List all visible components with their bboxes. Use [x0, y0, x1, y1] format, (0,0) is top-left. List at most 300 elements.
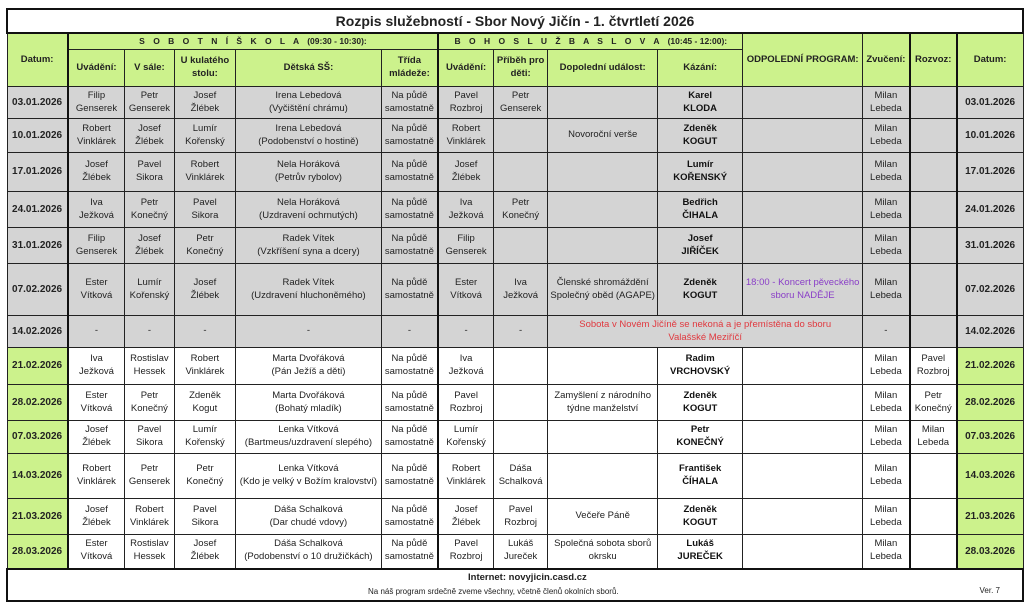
cell-line: Jureček [503, 551, 538, 563]
cell-line: Kogut [192, 402, 218, 414]
cell-line: Petr [511, 89, 530, 101]
ss-intro-cell [68, 421, 125, 454]
date-right-cell: 07.03.2026 [957, 421, 1023, 454]
youth-cell [381, 316, 438, 348]
cell-line: Vinklárek [185, 172, 225, 183]
morning-event-cell [548, 535, 658, 569]
youth-cell [381, 421, 438, 454]
cell-line: Novoroční verše [568, 129, 638, 141]
cell-line: Pavel [137, 159, 162, 171]
cell-line: Lebeda [870, 516, 902, 528]
date-cell: 28.02.2026 [7, 385, 68, 421]
ss-intro-cell [68, 348, 125, 385]
hall-cell [125, 348, 174, 385]
youth-cell [381, 192, 438, 228]
cell-line: Na půdě [391, 353, 428, 365]
cell-line: Rozbroj [504, 516, 537, 528]
cell-line: Lukáš [507, 538, 534, 550]
sermon-cell [657, 192, 742, 228]
cell-line: Josef [85, 503, 108, 515]
youth-cell [381, 385, 438, 421]
cell-line: Na půdě [391, 463, 428, 475]
cell-line: Vítková [80, 551, 113, 563]
kids-ss-cell [236, 421, 381, 454]
round-table-cell [174, 192, 236, 228]
svc-intro-cell [438, 119, 493, 153]
youth-cell [381, 348, 438, 385]
cell-line: - [464, 325, 468, 337]
cell-line: Členské shromáždění [556, 276, 649, 288]
morning-event-cell [548, 192, 658, 228]
group-service-time: (10:45 - 12:00): [667, 35, 728, 46]
svc-intro-cell [438, 385, 493, 421]
cell-line: VRCHOVSKÝ [670, 366, 731, 377]
sermon-cell [657, 499, 742, 535]
cell-line: Konečný [914, 402, 952, 414]
cell-line: Genserek [500, 102, 542, 114]
svc-intro-cell [438, 87, 493, 119]
cell-line: Iva [514, 276, 527, 288]
story-cell [493, 264, 548, 316]
delivery-cell [910, 87, 957, 119]
cell-line: Rozbroj [449, 402, 483, 414]
cell-line: samostatně [384, 172, 434, 183]
cell-line: Robert [190, 159, 220, 171]
cell-line: Ježková [79, 209, 114, 221]
cell-line: KOGUT [682, 402, 718, 414]
cell-line: Lumír [137, 276, 162, 288]
cell-line: Marta Dvořáková [272, 353, 345, 365]
table-row [7, 499, 1023, 535]
hall-cell [125, 264, 174, 316]
cell-line: samostatně [384, 209, 434, 221]
afternoon-cell [743, 153, 863, 192]
date-right-cell: 10.01.2026 [957, 119, 1023, 153]
cell-line: Iva [90, 353, 103, 365]
sound-cell [863, 228, 910, 264]
group-sabbath-school [68, 33, 439, 50]
cell-line: Pavel [193, 196, 217, 208]
cell-line: (Dar chudé vdovy) [269, 516, 348, 528]
sermon-cell [657, 535, 742, 569]
date-cell: 31.01.2026 [7, 228, 68, 264]
cell-line: Pavel [454, 538, 478, 550]
cell-line: samostatně [384, 551, 434, 563]
ss-intro-cell [68, 87, 125, 119]
cell-line: Radim [685, 353, 715, 365]
story-cell [493, 316, 548, 348]
date-right-cell: 28.02.2026 [957, 385, 1023, 421]
afternoon-cell [743, 119, 863, 153]
cell-line: Petr [924, 389, 942, 401]
cell-line: Večeře Páně [575, 510, 630, 522]
cell-line: Společný oběd (AGAPE) [550, 289, 655, 301]
cell-line: Petr [140, 196, 159, 208]
afternoon-cell [743, 348, 863, 385]
ss-intro-cell [68, 192, 125, 228]
afternoon-cell [743, 192, 863, 228]
kids-ss-cell [236, 87, 381, 119]
cell-line: Na půdě [391, 389, 428, 401]
date-cell: 14.02.2026 [7, 316, 68, 348]
cell-line: (Kdo je velký v Božím kralovství) [239, 476, 378, 487]
cell-line: Robert [82, 122, 111, 134]
cell-line: Lebeda [870, 402, 902, 414]
cell-line: Genserek [128, 476, 171, 487]
sermon-cell [657, 153, 742, 192]
cell-line: Na půdě [391, 122, 428, 134]
round-table-cell [174, 499, 236, 535]
sermon-cell [657, 87, 742, 119]
cell-line: Petr [140, 463, 159, 475]
cell-line: Pavel [454, 89, 478, 101]
cell-line: Sikora [191, 516, 219, 528]
youth-cell [381, 264, 438, 316]
header-date: Datum: [7, 33, 68, 87]
ss-intro-cell [68, 119, 125, 153]
cell-line: ČÍHALA [682, 476, 719, 487]
kids-ss-cell [236, 348, 381, 385]
cell-line: Rostislav [130, 353, 169, 365]
table-row [7, 454, 1023, 499]
cell-line: Pavel [508, 503, 533, 515]
ss-intro-cell [68, 153, 125, 192]
kids-ss-cell [236, 385, 381, 421]
story-cell [493, 454, 548, 499]
header-date-right: Datum: [957, 33, 1023, 87]
hall-cell [125, 316, 174, 348]
cell-line: Vinklárek [446, 476, 486, 487]
afternoon-cell [743, 454, 863, 499]
afternoon-cell [743, 228, 863, 264]
footer [7, 569, 1023, 601]
header-kids-ss: Dětská SŠ: [236, 50, 381, 87]
svc-intro-cell [438, 454, 493, 499]
kids-ss-cell [236, 499, 381, 535]
cell-line: Milan [874, 276, 898, 288]
cell-line: Dáša Schalková [274, 503, 343, 515]
date-cell: 07.02.2026 [7, 264, 68, 316]
cell-line: Sikora [191, 209, 219, 221]
round-table-cell [174, 535, 236, 569]
header-ss-intro: Uvádění: [68, 50, 125, 87]
cell-line: Schalková [498, 476, 543, 487]
delivery-cell [910, 192, 957, 228]
cell-line: - [147, 325, 151, 337]
svc-intro-cell [438, 499, 493, 535]
kids-ss-cell [236, 264, 381, 316]
date-right-cell: 21.03.2026 [957, 499, 1023, 535]
group-service [438, 33, 743, 50]
cell-line: (Podobenství o 10 družičkách) [244, 551, 373, 563]
cell-line: Josef [454, 159, 478, 171]
youth-cell [381, 87, 438, 119]
sermon-cell [657, 228, 742, 264]
cell-line: Žlébek [82, 172, 111, 183]
header-round-table [174, 50, 236, 87]
cell-line: Iva [459, 353, 473, 365]
story-cell [493, 535, 548, 569]
cell-line: Milan [874, 159, 898, 171]
date-cell: 14.03.2026 [7, 454, 68, 499]
sermon-cell [657, 264, 742, 316]
cell-line: Lebeda [870, 437, 902, 448]
header-svc-intro: Uvádění: [438, 50, 493, 87]
hall-cell [125, 87, 174, 119]
delivery-cell [910, 316, 957, 348]
cell-line: KLODA [683, 102, 718, 114]
cell-line: Milan [874, 424, 898, 436]
round-table-cell [174, 228, 236, 264]
header-delivery: Rozvoz: [910, 33, 957, 87]
morning-event-cell [548, 87, 658, 119]
morning-event-cell [548, 119, 658, 153]
table-row [7, 192, 1023, 228]
header-youth [381, 50, 438, 87]
cell-line: (Vzkříšení syna a dcery) [257, 245, 360, 257]
cell-line: samostatně [384, 476, 434, 487]
cell-line: - [94, 325, 99, 337]
cell-line: Milan [874, 503, 898, 515]
delivery-cell [910, 264, 957, 316]
cell-line: Lebeda [917, 437, 950, 448]
hall-cell [125, 192, 174, 228]
sound-cell [863, 348, 910, 385]
cell-line: samostatně [384, 402, 434, 414]
kids-ss-cell [236, 119, 381, 153]
date-right-cell: 14.03.2026 [957, 454, 1023, 499]
round-table-cell [174, 153, 236, 192]
cell-line: Zdeněk [189, 389, 221, 401]
cell-line: Pavel [193, 503, 217, 515]
cell-line: Kořenský [185, 437, 225, 448]
cell-line: Konečný [502, 209, 540, 221]
hall-cell [125, 535, 174, 569]
table-row [7, 421, 1023, 454]
cell-line: Zdeněk [683, 122, 717, 134]
date-cell: 10.01.2026 [7, 119, 68, 153]
date-right-cell: 28.03.2026 [957, 535, 1023, 569]
cell-line: Genserek [75, 245, 118, 257]
cell-line: Kořenský [185, 135, 225, 147]
cell-line: Karel [688, 89, 713, 101]
morning-event-cell [548, 264, 658, 316]
table-row [7, 535, 1023, 569]
cell-line: Ježková [503, 289, 539, 301]
sound-cell [863, 499, 910, 535]
ss-intro-cell [68, 499, 125, 535]
afternoon-cell [743, 499, 863, 535]
cell-line: (Uzdravení ochrnutých) [259, 209, 358, 221]
date-cell: 07.03.2026 [7, 421, 68, 454]
cell-line: Žlébek [190, 289, 220, 301]
youth-cell [381, 535, 438, 569]
cell-line: Milan [874, 389, 898, 401]
cell-line: Konečný [130, 209, 168, 221]
hall-cell [125, 228, 174, 264]
schedule-table [6, 8, 1024, 602]
date-cell: 17.01.2026 [7, 153, 68, 192]
cell-line: Rostislav [130, 538, 169, 550]
group-sabbath-school-label: S O B O T N Í Š K O L A [139, 35, 302, 46]
cell-line: Josef [138, 122, 161, 134]
cell-line: Pavel [454, 389, 478, 401]
cell-line: Žlébek [190, 551, 220, 563]
cell-line: Ježková [448, 366, 484, 377]
cell-line: Rozbroj [916, 366, 950, 377]
round-table-cell [174, 385, 236, 421]
header-story [493, 50, 548, 87]
story-cell [493, 153, 548, 192]
cell-line: Josef [138, 232, 161, 244]
cell-line: Na půdě [391, 159, 428, 171]
morning-event-cell [548, 228, 658, 264]
cell-line: Hessek [133, 551, 166, 563]
cell-line: Genserek [445, 245, 487, 257]
cell-line: Žlébek [451, 172, 481, 183]
story-cell [493, 87, 548, 119]
cell-line: (Bartmeus/uzdravení slepého) [244, 437, 373, 448]
cell-line: Petr [196, 232, 214, 244]
kids-ss-cell [236, 192, 381, 228]
cell-line: Milan [921, 424, 945, 436]
cell-line: Vítková [80, 402, 113, 414]
cell-line: KOGUT [682, 516, 718, 528]
cell-line: Lebeda [870, 135, 902, 147]
cell-line: Vinklárek [185, 366, 225, 377]
table-row [7, 87, 1023, 119]
cell-line: Žlébek [135, 245, 164, 257]
story-cell [493, 348, 548, 385]
cell-line: Žlébek [190, 102, 220, 114]
page-title: Rozpis služebností - Sbor Nový Jičín - 1. čtvrtletí 2026 [7, 9, 1023, 33]
round-table-cell [174, 348, 236, 385]
cell-line: Radek Vítek [282, 232, 335, 244]
kids-ss-cell [236, 228, 381, 264]
sound-cell [863, 535, 910, 569]
delivery-cell [910, 228, 957, 264]
cell-line: Hessek [133, 366, 166, 377]
cell-line: Genserek [128, 102, 171, 114]
svc-intro-cell [438, 348, 493, 385]
ss-intro-cell [68, 385, 125, 421]
round-table-cell [174, 264, 236, 316]
cell-line: Zamyšlení z národního [554, 389, 651, 401]
cell-line: Iva [459, 196, 473, 208]
cell-line: (Petrův rybolov) [274, 172, 342, 183]
cell-line: Na půdě [391, 503, 428, 515]
cell-line: Žlébek [82, 437, 111, 448]
cell-line: Ester [85, 538, 108, 550]
cell-line: samostatně [384, 437, 434, 448]
cell-line: KOŘENSKÝ [673, 172, 728, 183]
cell-line: Irena Lebedová [275, 89, 342, 101]
cell-line: Josef [193, 276, 217, 288]
cell-line: Filip [457, 232, 475, 244]
cell-line: KONEČNÝ [676, 437, 724, 448]
youth-cell [381, 228, 438, 264]
cell-line: Dáša [509, 463, 532, 475]
hall-cell [125, 119, 174, 153]
cell-line: JUREČEK [677, 551, 723, 563]
cell-line: (Uzdravení hluchoněmého) [251, 289, 366, 301]
sound-cell [863, 264, 910, 316]
header-round-table-line2: stolu: [191, 68, 218, 79]
story-cell [493, 421, 548, 454]
cell-line: Pavel [921, 353, 946, 365]
date-right-cell: 31.01.2026 [957, 228, 1023, 264]
cell-line: Josef [85, 159, 108, 171]
cell-line: Lumír [192, 122, 218, 134]
cell-line: KOGUT [682, 135, 718, 147]
cell-line: Filip [87, 89, 106, 101]
cell-line: Vinklárek [129, 516, 169, 528]
cell-line: Milan [874, 232, 898, 244]
cell-line: samostatně [384, 366, 434, 377]
afternoon-cell [743, 421, 863, 454]
cell-line: Lebeda [870, 172, 902, 183]
morning-event-cell [548, 454, 658, 499]
cell-line: (Bohatý mladík) [275, 402, 342, 414]
cell-line: Lebeda [870, 551, 902, 563]
delivery-cell [910, 499, 957, 535]
date-right-cell: 24.01.2026 [957, 192, 1023, 228]
cell-line: okrsku [588, 551, 617, 563]
delivery-cell [910, 421, 957, 454]
cell-line: Josef [454, 503, 478, 515]
sermon-cell [657, 119, 742, 153]
cell-line: Milan [874, 89, 898, 101]
cell-line: - [407, 325, 411, 337]
cell-line: Marta Dvořáková [272, 389, 345, 401]
cell-line: Ježková [79, 366, 114, 377]
cell-line: Robert [82, 463, 111, 475]
cell-line: Lumír [686, 159, 714, 171]
sound-cell [863, 192, 910, 228]
cell-line: Ester [454, 276, 478, 288]
table-row [7, 264, 1023, 316]
svc-intro-cell [438, 153, 493, 192]
cell-line: Zdeněk [683, 389, 717, 401]
afternoon-cell [743, 264, 863, 316]
header-round-table-line1: U kulatého [180, 55, 230, 67]
date-right-cell: 14.02.2026 [957, 316, 1023, 348]
round-table-cell [174, 421, 236, 454]
cell-line: Zdeněk [683, 276, 717, 288]
sermon-cell [657, 421, 742, 454]
cell-line: Lumír [453, 424, 479, 436]
header-sound: Zvučení: [863, 33, 910, 87]
cell-line: Lebeda [870, 209, 902, 221]
morning-event-cell [548, 385, 658, 421]
header-story-line1: Příběh pro [496, 55, 545, 67]
header-youth-line2: mládeže: [389, 68, 430, 79]
morning-event-cell [548, 348, 658, 385]
cell-line: Vinklárek [77, 476, 116, 487]
cell-line: Lebeda [870, 366, 902, 377]
story-cell [493, 385, 548, 421]
header-youth-line1: Třída [397, 55, 422, 67]
cell-line: Konečný [186, 476, 224, 487]
cell-line: (Vyčištění chrámu) [268, 102, 348, 114]
cell-line: Robert [190, 353, 220, 365]
round-table-cell [174, 454, 236, 499]
cell-line: Petr [511, 196, 530, 208]
cell-line: Sikora [135, 172, 163, 183]
group-service-label: B O H O S L U Ž B A S L O V A [454, 35, 663, 46]
cell-line: Robert [451, 463, 481, 475]
cell-line: Vinklárek [446, 135, 486, 147]
